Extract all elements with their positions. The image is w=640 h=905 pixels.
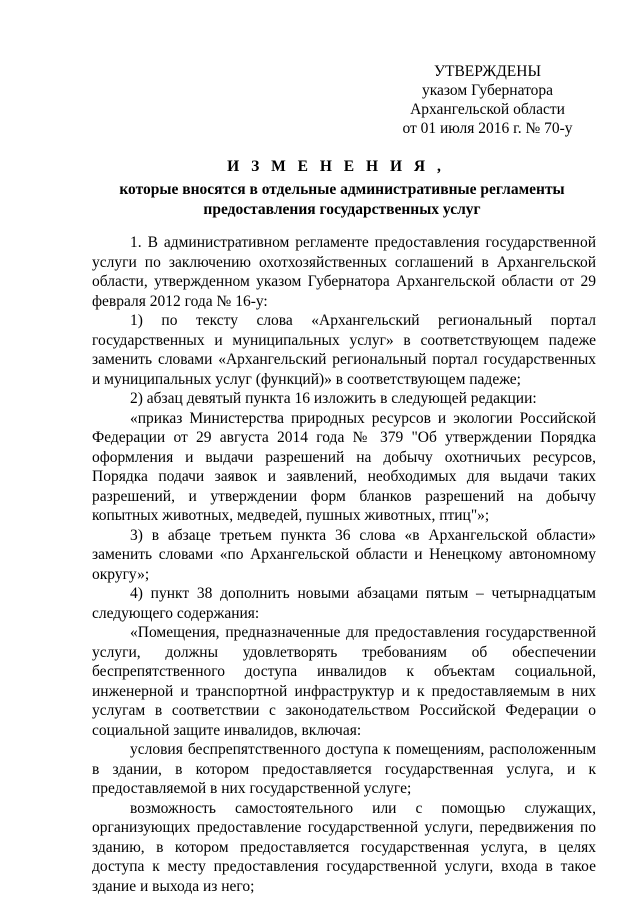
paragraph-access-conditions: условия беспрепятственного доступа к помещениям, расположенным в здании, в котором предоставляется государственная услуга, и к предоставляемой в них государственной услуге; bbox=[92, 741, 596, 797]
approval-block bbox=[380, 62, 595, 138]
paragraph-quote-premises: «Помещения, предназначенные для предоставления государственной услуги, должны удовлетворять требованиям об обеспечении беспрепятственного доступа инвалидов к объектам социальной, инженерной и транспортной инфраструктур и к предоставляемым в них услугам в соответствии с законодательством Российской Федерации о социальной защите инвалидов, включая: bbox=[92, 624, 596, 739]
paragraph-subitem-4: 4) пункт 38 дополнить новыми абзацами пятым – четырнадцатым следующего содержания: bbox=[92, 585, 596, 622]
paragraph-subitem-1: 1) по тексту слова «Архангельский региональный портал государственных и муниципальных услуг» в соответствующем падеже заменить словами «Архангельский региональный портал государственных и муниципальных услуг (функций)» в соответствующем падеже; bbox=[92, 312, 596, 388]
approval-line-date-number: от 01 июля 2016 г. № 70-у bbox=[402, 120, 573, 137]
paragraph-subitem-2: 2) абзац девятый пункта 16 изложить в следующей редакции: bbox=[130, 390, 537, 407]
approval-line-approved: УТВЕРЖДЕНЫ bbox=[434, 63, 541, 80]
subtitle-line: предоставления государственных услуг bbox=[203, 201, 481, 218]
paragraph-movement-possibility: возможность самостоятельного или с помощью служащих, организующих предоставление государственной услуги, передвижения по зданию, в котором предоставляется государственная услуга, в целях доступа к месту предоставления государственной услуги, входа в такое здание и выхода из него; bbox=[92, 799, 596, 895]
document-subtitle bbox=[92, 180, 592, 220]
paragraph-quote-order: «приказ Министерства природных ресурсов и экологии Российской Федерации от 29 августа 2014 года № 379 "Об утверждении Порядка оформления и выдачи разрешений на добычу охотничьих ресурсов, Порядка подачи заявок и заявлений, необходимых для выдачи таких разрешений, и утверждении форм бланков разрешений на добычу копытных животных, медведей, пушных животных, птиц"»; bbox=[92, 409, 596, 524]
paragraph-item-1: 1. В административном регламенте предоставления государственной услуги по заключению охотхозяйственных соглашений в Архангельской области, утвержденном указом Губернатора Архангельской области от 29 февраля 2012 года № 16-у: bbox=[92, 234, 596, 310]
approval-line-decree: указом Губернатора bbox=[421, 82, 554, 99]
document-body bbox=[92, 233, 596, 896]
subtitle-line: которые вносятся в отдельные административные регламенты bbox=[119, 181, 565, 198]
document-title: И З М Е Н Е Н И Я , bbox=[227, 158, 445, 175]
paragraph-subitem-3: 3) в абзаце третьем пункта 36 слова «в Архангельской области» заменить словами «по Архангельской области и Ненецкому автономному округу»; bbox=[92, 526, 596, 583]
approval-line-region: Архангельской области bbox=[410, 101, 565, 118]
